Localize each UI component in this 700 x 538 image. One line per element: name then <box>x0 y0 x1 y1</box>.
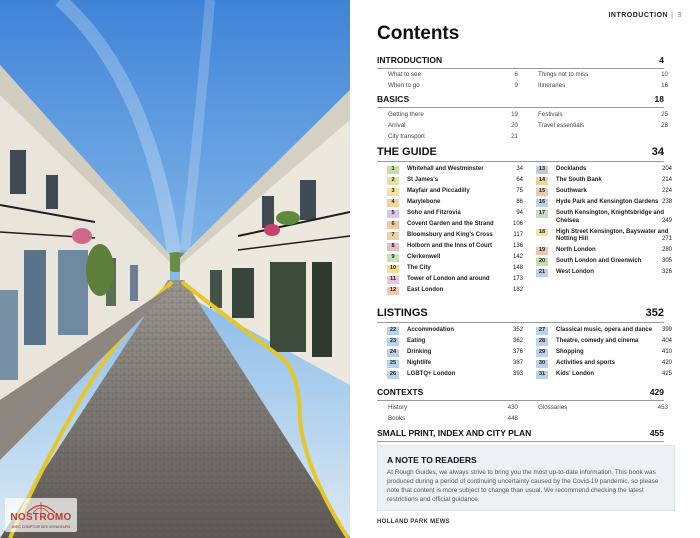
toc-entry[interactable] <box>388 80 518 91</box>
chapter-title: East London <box>407 287 444 293</box>
introduction-right <box>538 69 668 91</box>
chapter-title: LGBTQ+ London <box>407 371 456 377</box>
note-to-readers-box <box>377 445 675 511</box>
entry-title: Travel essentials <box>538 122 585 129</box>
chapter-page: 136 <box>512 243 523 249</box>
chapter-page: 399 <box>661 327 672 333</box>
chapter-entry[interactable] <box>387 265 523 273</box>
toc-entry[interactable] <box>388 120 518 131</box>
chapter-entry[interactable] <box>536 360 672 368</box>
chapter-title: Nightlife <box>407 360 431 366</box>
chapter-title: Holborn and the Inns of Court <box>407 243 492 249</box>
chapter-number: 9 <box>387 254 399 262</box>
chapter-title: Clerkenwell <box>407 254 441 260</box>
entry-title: Festivals <box>538 111 563 118</box>
entry-page: 9 <box>514 82 518 89</box>
entry-page: 430 <box>507 404 518 411</box>
chapter-page: 94 <box>516 210 523 216</box>
contexts-right <box>538 402 668 413</box>
chapter-entry[interactable] <box>536 247 672 255</box>
watermark-word: NOSTROMO <box>10 512 72 523</box>
section-introduction[interactable] <box>377 55 664 69</box>
entry-title: Getting there <box>388 111 424 118</box>
note-body: At Rough Guides, we always strive to bring you the most up-to-date information. This book was produced during a period of continuing uncertainty caused by the Covid-19 pandemic, so please note that content is more subject to change than usual. We recommend checking the latest restrictions and official guidance. <box>387 469 659 503</box>
chapter-page: 117 <box>513 232 523 238</box>
entry-title: History <box>388 404 408 411</box>
chapter-title: Bloomsbury and King's Cross <box>407 232 493 238</box>
entry-page: 19 <box>511 111 518 118</box>
chapter-number: 28 <box>536 338 548 346</box>
chapter-page: 238 <box>661 199 672 205</box>
chapter-entry[interactable] <box>536 199 672 207</box>
chapter-entry[interactable] <box>387 276 523 284</box>
running-head <box>608 12 682 19</box>
entry-page: 453 <box>657 404 668 411</box>
chapter-title: Covent Garden and the Strand <box>407 221 494 227</box>
chapter-title: Accommodation <box>407 327 455 333</box>
chapter-entry[interactable] <box>387 188 523 196</box>
toc-entry[interactable] <box>538 120 668 131</box>
chapter-number: 15 <box>536 188 548 196</box>
chapter-entry[interactable] <box>387 338 523 346</box>
section-small-print[interactable] <box>377 428 664 442</box>
chapter-title: High Street Kensington, Bayswater and Notting Hill <box>556 228 669 242</box>
chapter-page: 387 <box>512 360 523 366</box>
chapter-number: 7 <box>387 232 399 240</box>
chapter-number: 2 <box>387 177 399 185</box>
chapter-number: 23 <box>387 338 399 346</box>
chapter-page: 182 <box>512 287 523 293</box>
chapter-number: 11 <box>387 276 399 284</box>
chapter-page: 420 <box>661 360 672 366</box>
section-the-guide[interactable] <box>377 146 664 162</box>
chapter-number: 31 <box>536 371 548 379</box>
chapter-entry[interactable] <box>536 327 672 335</box>
chapter-number: 13 <box>536 166 548 174</box>
chapter-entry[interactable] <box>536 338 672 346</box>
chapter-page: 106 <box>512 221 523 227</box>
note-title: A NOTE TO READERS <box>387 455 477 465</box>
chapter-number: 20 <box>536 258 548 266</box>
chapter-page: 86 <box>516 199 523 205</box>
entry-title: What to see <box>388 71 422 78</box>
chapter-title: Marylebone <box>407 199 441 205</box>
section-basics[interactable] <box>377 94 664 108</box>
chapter-entry[interactable] <box>387 243 523 251</box>
entry-page: 25 <box>661 111 668 118</box>
chapter-entry[interactable] <box>387 371 523 379</box>
chapter-title: Tower of London and around <box>407 276 490 282</box>
section-page: 18 <box>654 94 664 104</box>
chapter-page: 142 <box>512 254 523 260</box>
guide-left-list <box>387 166 523 298</box>
section-label: CONTEXTS <box>377 387 424 397</box>
section-page: 352 <box>645 307 664 319</box>
chapter-title: Docklands <box>556 166 587 172</box>
listings-left-list <box>387 327 523 382</box>
chapter-title: Soho and Fitzrovia <box>407 210 461 216</box>
toc-entry[interactable] <box>538 109 668 120</box>
toc-entry[interactable] <box>388 413 518 424</box>
entry-title: Things not to miss <box>538 71 589 78</box>
entry-title: Glossaries <box>538 404 568 411</box>
chapter-entry[interactable] <box>387 210 523 218</box>
chapter-number: 27 <box>536 327 548 335</box>
toc-entry[interactable] <box>538 69 668 80</box>
chapter-title: The South Bank <box>556 177 602 183</box>
section-label: INTRODUCTION <box>377 55 443 65</box>
running-head-page: 3 <box>677 12 682 19</box>
chapter-entry[interactable] <box>536 166 672 174</box>
chapter-entry[interactable] <box>387 199 523 207</box>
chapter-page: 410 <box>661 349 672 355</box>
toc-entry[interactable] <box>388 131 518 142</box>
section-contexts[interactable] <box>377 387 664 401</box>
chapter-page: 148 <box>512 265 523 271</box>
chapter-title: Kids' London <box>556 371 595 377</box>
chapter-number: 26 <box>387 371 399 379</box>
chapter-entry[interactable] <box>536 210 672 225</box>
chapter-title: North London <box>556 247 596 253</box>
running-head-label: INTRODUCTION <box>608 12 669 19</box>
chapter-page: 376 <box>512 349 523 355</box>
chapter-title: South Kensington, Knightsbridge and Chelsea <box>556 210 664 224</box>
section-label: LISTINGS <box>377 307 428 319</box>
chapter-entry[interactable] <box>536 371 672 379</box>
toc-entry[interactable] <box>538 402 668 413</box>
chapter-number: 21 <box>536 269 548 277</box>
entry-page: 10 <box>661 71 668 78</box>
chapter-number: 22 <box>387 327 399 335</box>
chapter-number: 25 <box>387 360 399 368</box>
chapter-entry[interactable] <box>536 269 672 277</box>
chapter-page: 34 <box>516 166 523 172</box>
entry-page: 16 <box>661 82 668 89</box>
chapter-page: 305 <box>661 258 672 264</box>
chapter-entry[interactable] <box>387 177 523 185</box>
chapter-number: 30 <box>536 360 548 368</box>
chapter-title: Southwark <box>556 188 587 194</box>
chapter-title: Activities and sports <box>556 360 616 366</box>
chapter-page: 173 <box>512 276 523 282</box>
chapter-entry[interactable] <box>536 258 672 266</box>
chapter-page: 425 <box>661 371 672 377</box>
chapter-title: Drinking <box>407 349 432 355</box>
contents-page <box>350 0 700 538</box>
chapter-title: South London and Greenwich <box>556 258 642 264</box>
chapter-page: 280 <box>661 247 672 253</box>
chapter-title: St James's <box>407 177 439 183</box>
section-page: 4 <box>659 55 664 65</box>
entry-title: Itineraries <box>538 82 566 89</box>
entry-page: 21 <box>511 133 518 140</box>
basics-right <box>538 109 668 131</box>
chapter-page: 393 <box>512 371 523 377</box>
chapter-page: 326 <box>661 269 672 275</box>
watermark-logo <box>5 498 77 532</box>
section-label: BASICS <box>377 94 410 104</box>
chapter-page: 352 <box>512 327 523 333</box>
chapter-number: 14 <box>536 177 548 185</box>
basics-left <box>388 109 518 142</box>
listings-right-list <box>536 327 672 382</box>
chapter-entry[interactable] <box>387 327 523 335</box>
chapter-page: 404 <box>661 338 672 344</box>
section-page: 429 <box>649 387 664 397</box>
chapter-number: 16 <box>536 199 548 207</box>
chapter-number: 24 <box>387 349 399 357</box>
chapter-title: Hyde Park and Kensington Gardens <box>556 199 659 205</box>
section-listings[interactable] <box>377 307 664 323</box>
chapter-title: Whitehall and Westminster <box>407 166 484 172</box>
toc-entry[interactable] <box>388 402 518 413</box>
chapter-number: 29 <box>536 349 548 357</box>
chapter-page: 224 <box>661 188 672 194</box>
chapter-number: 10 <box>387 265 399 273</box>
chapter-entry[interactable] <box>387 287 523 295</box>
running-head-separator: | <box>671 12 674 19</box>
chapter-entry[interactable] <box>387 221 523 229</box>
entry-page: 448 <box>507 415 518 422</box>
chapter-number: 1 <box>387 166 399 174</box>
toc-entry[interactable] <box>388 69 518 80</box>
section-label: SMALL PRINT, INDEX AND CITY PLAN <box>377 428 532 438</box>
chapter-page: 362 <box>512 338 523 344</box>
chapter-title: Mayfair and Piccadilly <box>407 188 470 194</box>
chapter-number: 17 <box>536 210 548 218</box>
entry-page: 20 <box>511 122 518 129</box>
introduction-left <box>388 69 518 91</box>
chapter-number: 3 <box>387 188 399 196</box>
chapter-entry[interactable] <box>536 229 672 244</box>
chapter-number: 4 <box>387 199 399 207</box>
chapter-number: 12 <box>387 287 399 295</box>
guide-right-list <box>536 166 672 280</box>
watermark-tagline: AVEC COMPTOIR DES VOYAGEURS <box>11 525 71 529</box>
chapter-entry[interactable] <box>387 349 523 357</box>
chapter-number: 19 <box>536 247 548 255</box>
toc-entry[interactable] <box>388 109 518 120</box>
chapter-title: West London <box>556 269 594 275</box>
contexts-left <box>388 402 518 424</box>
chapter-number: 8 <box>387 243 399 251</box>
chapter-title: Classical music, opera and dance <box>556 327 653 333</box>
section-label: THE GUIDE <box>377 146 437 158</box>
section-page: 455 <box>649 428 664 438</box>
chapter-entry[interactable] <box>536 188 672 196</box>
chapter-title: Theatre, comedy and cinema <box>556 338 639 344</box>
chapter-entry[interactable] <box>387 232 523 240</box>
chapter-entry[interactable] <box>536 177 672 185</box>
entry-title: Books <box>388 415 406 422</box>
chapter-page: 214 <box>661 177 672 183</box>
toc-entry[interactable] <box>538 80 668 91</box>
section-page: 34 <box>651 146 664 158</box>
entry-title: When to go <box>388 82 420 89</box>
chapter-title: The City <box>407 265 431 271</box>
entry-title: Arrival <box>388 122 406 129</box>
chapter-page: 64 <box>516 177 523 183</box>
photo-caption: HOLLAND PARK MEWS <box>377 519 450 525</box>
chapter-page: 75 <box>516 188 523 194</box>
entry-page: 28 <box>661 122 668 129</box>
chapter-page: 271 <box>661 236 672 242</box>
chapter-number: 18 <box>536 229 548 237</box>
chapter-entry[interactable] <box>387 254 523 262</box>
chapter-title: Shopping <box>556 349 584 355</box>
chapter-number: 6 <box>387 221 399 229</box>
chapter-page: 249 <box>661 217 672 224</box>
page-title: Contents <box>377 23 460 44</box>
chapter-number: 5 <box>387 210 399 218</box>
chapter-entry[interactable] <box>387 360 523 368</box>
entry-page: 6 <box>514 71 518 78</box>
chapter-title: Eating <box>407 338 426 344</box>
entry-title: City transport <box>388 133 425 140</box>
chapter-page: 204 <box>661 166 672 172</box>
chapter-entry[interactable] <box>387 166 523 174</box>
chapter-entry[interactable] <box>536 349 672 357</box>
